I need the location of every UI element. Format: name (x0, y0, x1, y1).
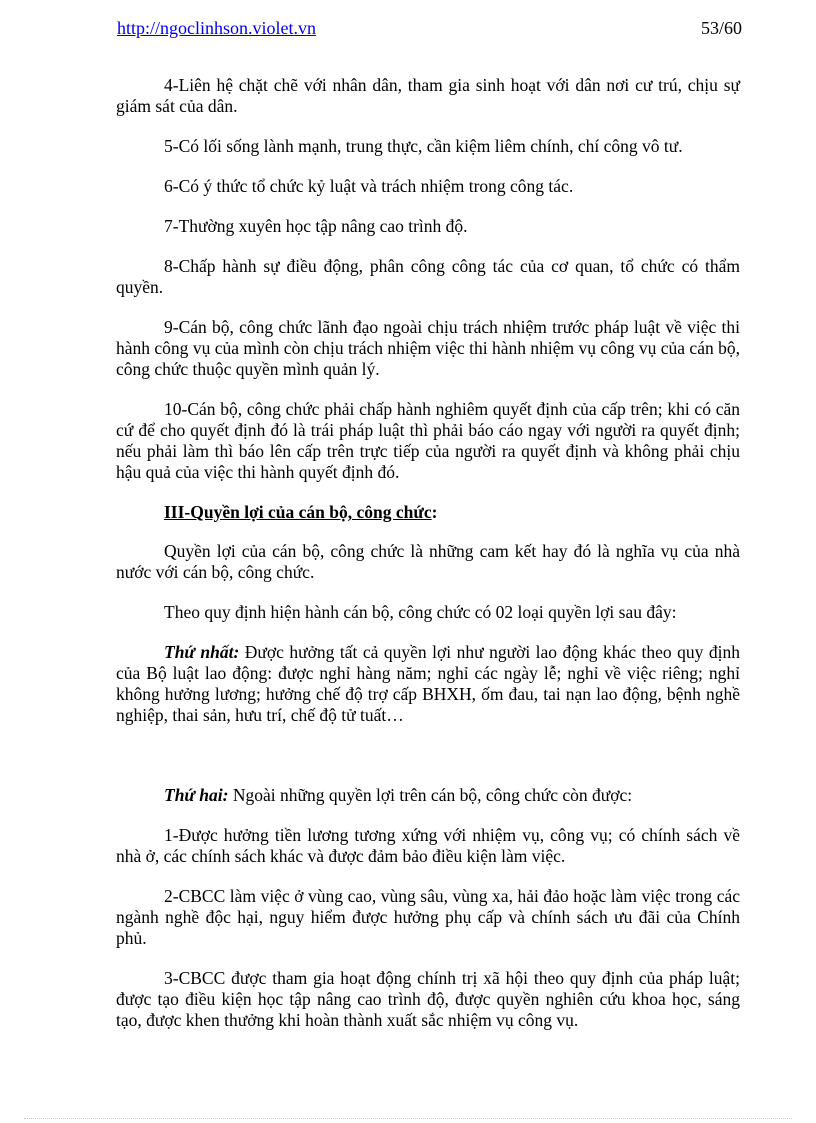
right-item-1: 1-Được hưởng tiền lương tương xứng với nhiệm vụ, công vụ; có chính sách về nhà ở, các chính sách khác và được đảm bảo điều kiện làm việc. (116, 825, 740, 866)
paragraph-9: 9-Cán bộ, công chức lãnh đạo ngoài chịu trách nhiệm trước pháp luật về việc thi hành công vụ của mình còn chịu trách nhiệm việc thi hành nhiệm vụ công vụ của cán bộ, công chức thuộc quyền mình quản lý. (116, 317, 740, 379)
paragraph-10: 10-Cán bộ, công chức phải chấp hành nghiêm quyết định của cấp trên; khi có căn cứ để cho quyết định đó là trái pháp luật thì phải báo cáo ngay với người ra quyết định; nếu phải làm thì báo lên cấp trên trực tiếp của người ra quyết định và không phải chịu hậu quả của việc thi hành quyết định đó. (116, 399, 740, 482)
paragraph-5: 5-Có lối sống lành mạnh, trung thực, cần kiệm liêm chính, chí công vô tư. (164, 136, 683, 156)
page-number: 53/60 (700, 18, 742, 38)
website-link[interactable]: http://ngoclinhson.violet.vn (117, 18, 316, 38)
paragraph-7: 7-Thường xuyên học tập nâng cao trình độ. (164, 216, 468, 236)
second-rights-text: Ngoài những quyền lợi trên cán bộ, công chức còn được: (228, 785, 633, 805)
paragraph-4: 4-Liên hệ chặt chẽ với nhân dân, tham gia sinh hoạt với dân nơi cư trú, chịu sự giám sát của dân. (116, 75, 740, 116)
section-heading-text: III-Quyền lợi của cán bộ, công chức (164, 502, 432, 522)
page-header (117, 18, 742, 42)
second-lead-label: Thứ hai: (164, 785, 229, 805)
section-heading-colon: : (431, 502, 438, 522)
first-lead-label: Thứ nhất: (164, 642, 240, 662)
first-rights-text: Được hưởng tất cả quyền lợi như người lao động khác theo quy định của Bộ luật lao động: được nghỉ hàng năm; nghỉ các ngày lễ; nghỉ về việc riêng; nghỉ không hưởng lương; hưởng chế độ trợ cấp BHXH, ốm đau, tai nạn lao động, bệnh nghề nghiệp, thai sản, hưu trí, chế độ tử tuất… (116, 642, 741, 725)
paragraph-8: 8-Chấp hành sự điều động, phân công công tác của cơ quan, tổ chức có thẩm quyền. (116, 256, 740, 297)
section-heading (116, 502, 740, 523)
right-item-3: 3-CBCC được tham gia hoạt động chính trị xã hội theo quy định của pháp luật; được tạo điều kiện học tập nâng cao trình độ, được quyền nghiên cứu khoa học, sáng tạo, được khen thưởng khi hoàn thành xuất sắc nhiệm vụ công vụ. (116, 968, 740, 1030)
document-body (116, 75, 740, 1050)
first-rights-paragraph (116, 642, 740, 726)
blank-space (116, 745, 740, 785)
right-item-2: 2-CBCC làm việc ở vùng cao, vùng sâu, vùng xa, hải đảo hoặc làm việc trong các ngành nghề độc hại, nguy hiểm được hưởng phụ cấp và chính sách ưu đãi của Chính phủ. (116, 886, 740, 948)
rights-types-paragraph: Theo quy định hiện hành cán bộ, công chức có 02 loại quyền lợi sau đây: (164, 602, 677, 622)
page-bottom-divider (24, 1118, 792, 1119)
rights-intro-paragraph: Quyền lợi của cán bộ, công chức là những cam kết hay đó là nghĩa vụ của nhà nước với cán bộ, công chức. (116, 541, 740, 582)
second-rights-paragraph (116, 785, 740, 806)
paragraph-6: 6-Có ý thức tổ chức kỷ luật và trách nhiệm trong công tác. (164, 176, 574, 196)
